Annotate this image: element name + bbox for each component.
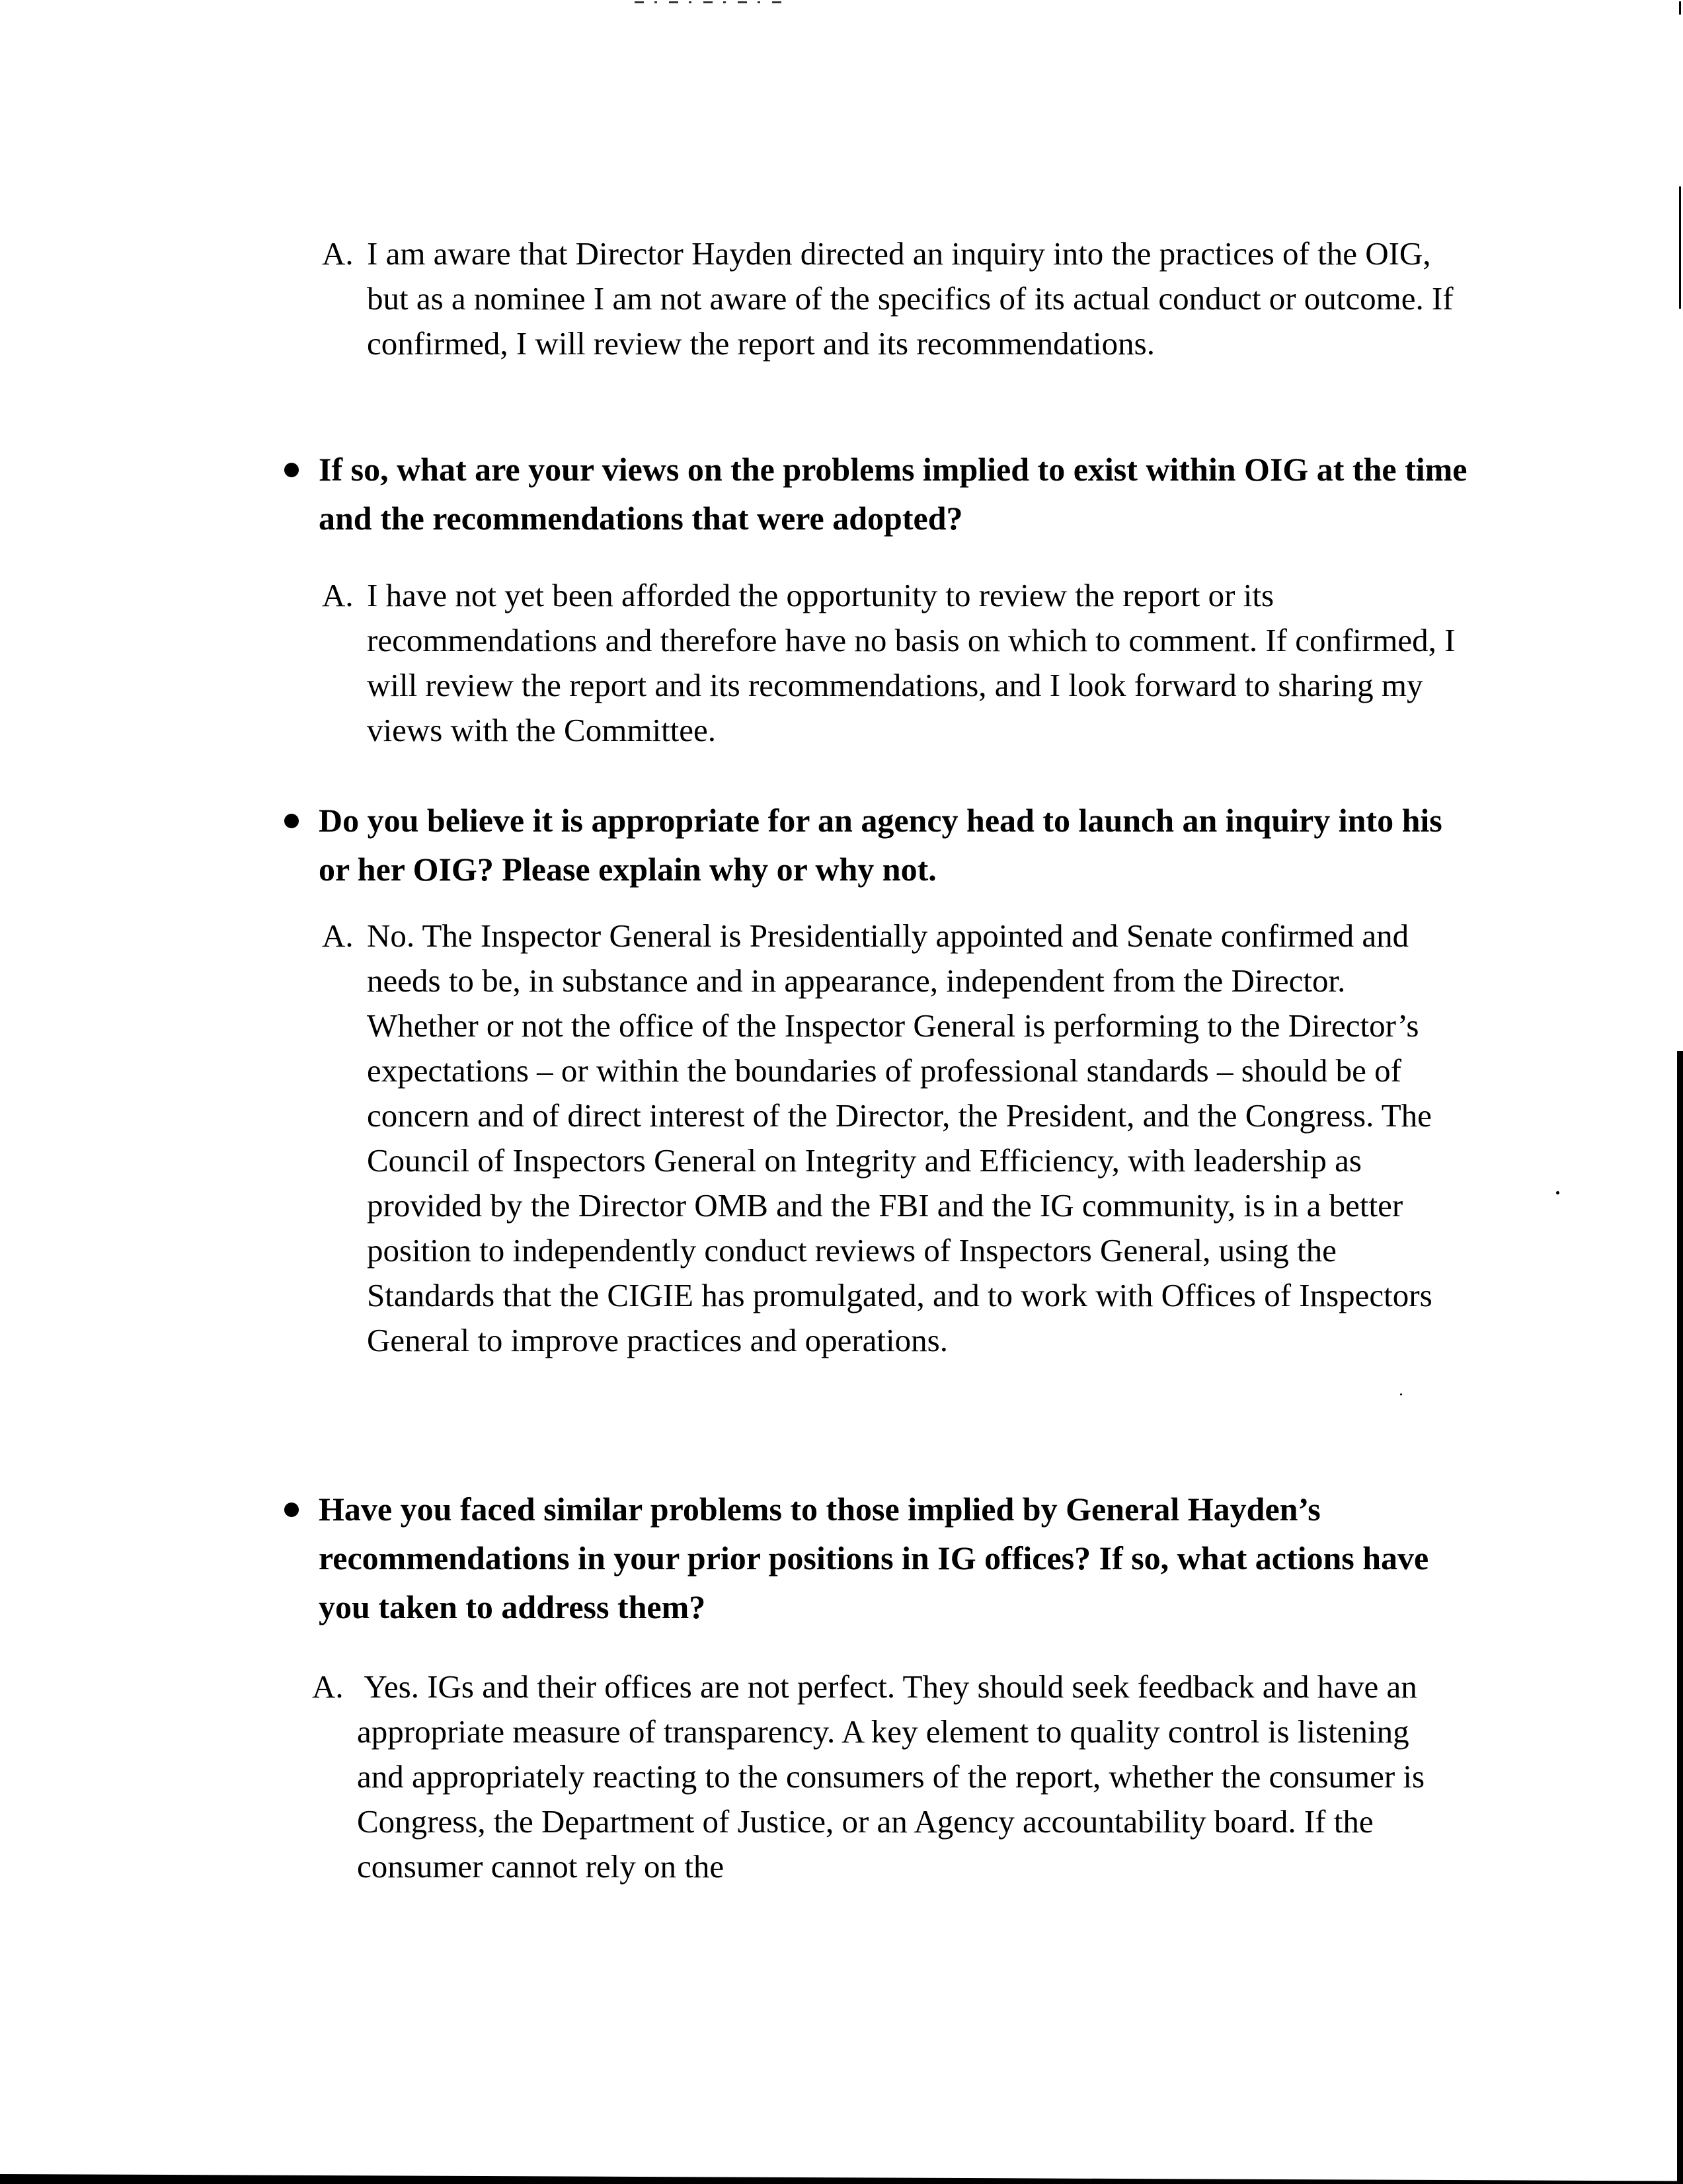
question-paragraph: [281, 445, 1471, 543]
answer-paragraph: [322, 914, 1459, 1363]
answer-label: A.: [322, 917, 354, 954]
answer-text: I have not yet been afforded the opportunity to review the report or its recommendations and therefore have no basis on which to comment. If confirmed, I will review the report and its recommendations, and I look forward to sharing my views with the Committee.: [367, 577, 1456, 748]
bullet-icon: [284, 1502, 299, 1517]
answer-block: [312, 1664, 1449, 1889]
answer-text: No. The Inspector General is Presidentially appointed and Senate confirmed and needs to be, in substance and in appearance, independent from the Director. Whether or not the office of the Inspector General is performing to the Director’s expectations – or within the boundaries of professional standards – should be of concern and of direct interest of the Director, the President, and the Congress. The Council of Inspectors General on Integrity and Efficiency, with leadership as provided by the Director OMB and the FBI and the IG community, is in a better position to independently conduct reviews of Inspectors General, using the Standards that the CIGIE has promulgated, and to work with Offices of Inspectors General to improve practices and operations.: [367, 917, 1432, 1358]
answer-text: I am aware that Director Hayden directed an inquiry into the practices of the OIG, but as a nominee I am not aware of the specifics of its actual conduct or outcome. If confirmed, I will review the report and its recommendations.: [367, 235, 1454, 362]
answer-text: Yes. IGs and their offices are not perfect. They should seek feedback and have an appropriate measure of transparency. A key element to quality control is listening and appropriately reacting to the consumers of the report, whether the consumer is Congress, the Department of Justice, or an Agency accountability board. If the consumer cannot rely on the: [357, 1668, 1425, 1885]
answer-label: A.: [312, 1668, 344, 1705]
scan-edge-line: [1679, 1, 1681, 15]
scan-edge-band-right: [1677, 1051, 1683, 2184]
answer-paragraph: [322, 231, 1459, 366]
question-text: Have you faced similar problems to those implied by General Hayden’s recommendations in your prior positions in IG offices? If so, what actions have you taken to address them?: [319, 1491, 1429, 1625]
bullet-icon: [284, 463, 299, 477]
scan-edge-line: [1679, 186, 1681, 309]
scan-edge-band-bottom: [0, 2174, 1683, 2184]
scan-mark-top: [635, 1, 787, 3]
answer-block: [322, 914, 1459, 1363]
scan-speck: [1400, 1393, 1402, 1395]
answer-label: A.: [322, 577, 354, 613]
answer-label: A.: [322, 235, 354, 272]
question-paragraph: [281, 796, 1471, 894]
question-block: [281, 796, 1471, 894]
question-block: [281, 1485, 1471, 1631]
question-block: [281, 445, 1471, 543]
answer-block: [322, 231, 1459, 366]
question-text: If so, what are your views on the problems implied to exist within OIG at the time and the recommendations that were adopted?: [319, 451, 1468, 537]
answer-paragraph: [322, 573, 1459, 753]
bullet-icon: [284, 814, 299, 828]
scan-speck: [1556, 1191, 1559, 1194]
answer-paragraph: [312, 1664, 1449, 1889]
question-text: Do you believe it is appropriate for an agency head to launch an inquiry into his or her OIG? Please explain why or why not.: [319, 802, 1442, 888]
question-paragraph: [281, 1485, 1471, 1631]
answer-block: [322, 573, 1459, 753]
